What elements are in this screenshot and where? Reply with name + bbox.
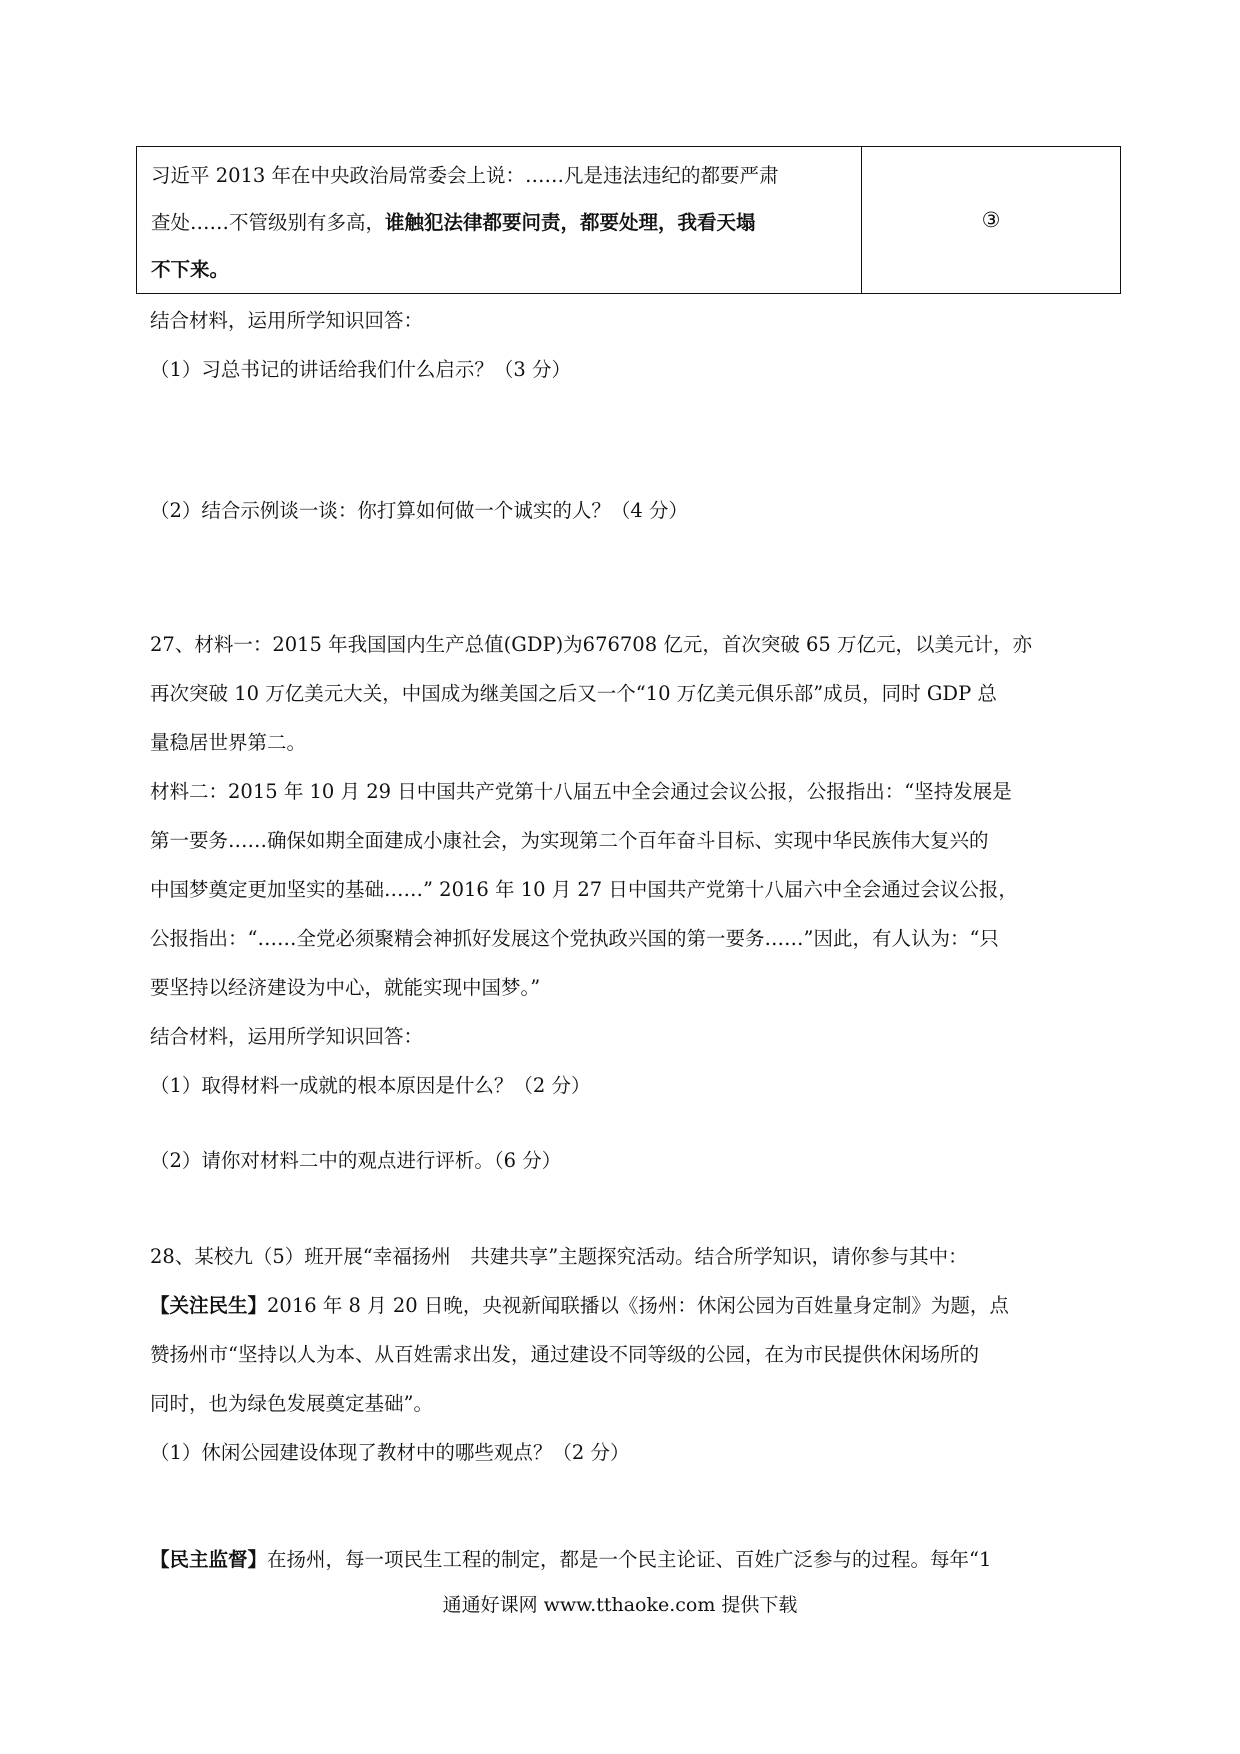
q28-section1-line-1 xyxy=(150,1281,1100,1330)
table-row xyxy=(137,147,1121,294)
q27-intro: 结合材料，运用所学知识回答： xyxy=(150,1025,424,1048)
q28-section2-label: 【民主监督】 xyxy=(150,1548,268,1571)
material-table xyxy=(136,146,1121,294)
q27-m2-line-3: 中国梦奠定更加坚实的基础……” 2016 年 10 月 27 日中国共产党第十八届六中全会通过会议公报， xyxy=(150,878,1018,901)
q28-section2-block xyxy=(150,1535,1100,1584)
q27-m2-line-4: 公报指出：“……全党必须聚精会神抓好发展这个党执政兴国的第一要务……”因此，有人认为：“只 xyxy=(150,927,999,950)
q28-section1-line-3: 同时，也为绿色发展奠定基础”。 xyxy=(150,1392,433,1415)
q27-sub2: （2）请你对材料二中的观点进行评析。（6 分） xyxy=(150,1149,562,1172)
q27-m2-line-5: 要坚持以经济建设为中心，就能实现中国梦。” xyxy=(150,976,541,999)
q27-m1-line-1: 27、材料一：2015 年我国国内生产总值(GDP)为676708 亿元，首次突破 65 万亿元，以美元计，亦 xyxy=(150,633,1033,656)
q26-sub2: （2）结合示例谈一谈：你打算如何做一个诚实的人？（4 分） xyxy=(150,499,689,522)
q26-intro: 结合材料，运用所学知识回答： xyxy=(150,309,424,332)
table-left-cell xyxy=(137,147,862,294)
q27-block xyxy=(150,620,1100,1110)
q27-m1-line-3: 量稳居世界第二。 xyxy=(150,731,307,754)
q27-m2-line-1: 材料二：2015 年 10 月 29 日中国共产党第十八届五中全会通过会议公报，公报指出：“坚持发展是 xyxy=(150,780,1012,803)
table-left-bold-1: 谁触犯法律都要问责，都要处理，我看天塌 xyxy=(385,210,756,234)
q28-section1-text-1: 2016 年 8 月 20 日晚，央视新闻联播以《扬州：休闲公园为百姓量身定制》为题，点 xyxy=(267,1294,1009,1317)
footer-credit: 通通好课网 www.tthaoke.com 提供下载 xyxy=(442,1594,798,1616)
q28-head: 28、某校九（5）班开展“幸福扬州 共建共享”主题探究活动。结合所学知识，请你参与其中： xyxy=(150,1245,968,1268)
q28-sub1: （1）休闲公园建设体现了教材中的哪些观点？（2 分） xyxy=(150,1441,630,1464)
table-left-bold-2: 不下来。 xyxy=(151,257,230,281)
q28-section1-label: 【关注民生】 xyxy=(150,1294,268,1317)
table-right-cell: ③ xyxy=(862,147,1121,294)
q27-m2-line-2: 第一要务……确保如期全面建成小康社会，为实现第二个百年奋斗目标、实现中华民族伟大复兴的 xyxy=(150,829,989,852)
q27-sub2-block xyxy=(150,1136,1100,1185)
q28-block xyxy=(150,1232,1100,1477)
q26-sub2-block xyxy=(150,486,1100,535)
q27-sub1: （1）取得材料一成就的根本原因是什么？（2 分） xyxy=(150,1074,591,1097)
q26-block xyxy=(150,296,1100,394)
q26-sub1: （1）习总书记的讲话给我们什么启示？（3 分） xyxy=(150,358,572,381)
table-left-line-2: 查处……不管级别有多高， xyxy=(151,210,386,234)
table-left-line-1: 习近平 2013 年在中央政治局常委会上说：……凡是违法违纪的都要严肃 xyxy=(151,163,779,187)
q28-section2-text: 在扬州，每一项民生工程的制定，都是一个民主论证、百姓广泛参与的过程。每年“1 xyxy=(267,1548,992,1571)
q27-m1-line-2: 再次突破 10 万亿美元大关，中国成为继美国之后又一个“10 万亿美元俱乐部”成员，同时 GDP 总 xyxy=(150,682,997,705)
q28-section2-line xyxy=(150,1535,1100,1584)
q28-section1-line-2: 赞扬州市“坚持以人为本、从百姓需求出发，通过建设不同等级的公园，在为市民提供休闲场所的 xyxy=(150,1343,979,1366)
